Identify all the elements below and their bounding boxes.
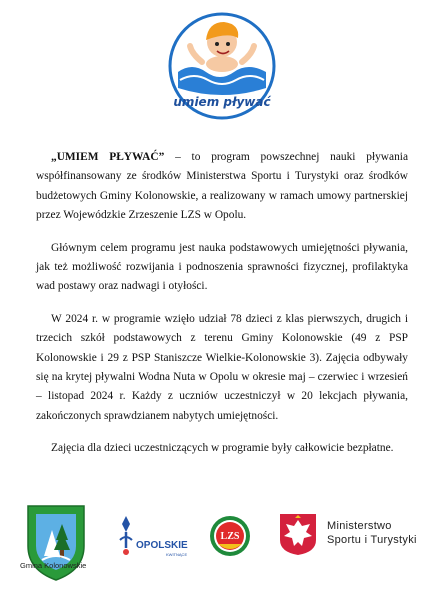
ministry-name <box>327 519 417 547</box>
opolskie-logo <box>110 512 192 558</box>
lzs-text: LZS <box>220 531 240 542</box>
opolskie-sub-text: KWITNĄCE <box>166 552 188 557</box>
ministry-line-1: Ministerstwo <box>327 520 392 532</box>
program-title: „UMIEM PŁYWAĆ” <box>51 151 165 163</box>
paragraph-3: W 2024 r. w programie wzięło udział 78 dzieci z klas pierwszych, drugich i trzecich szkół podstawowych z terenu Gminy Kolonowskie (49 z PSP Kolonowskie i 29 z PSP Staniszcze Wielkie-Kolonowskie 3). Zajęcia odbywały się na krytej pływalni Wodna Nuta w Opolu w okresie maj – czerwiec i wrzesień – listopad 2024 r. Każdy z uczniów uczestniczył w 20 lekcjach pływania, zakończonych sprawdzianem nabytych umiejętności. <box>36 312 408 422</box>
gmina-caption: Gmina Kolonowskie <box>20 561 87 570</box>
document-body <box>36 148 408 472</box>
gmina-kolonowskie-crest-icon <box>22 500 90 584</box>
paragraph-1 <box>36 148 408 226</box>
paragraph-4: Zajęcia dla dzieci uczestniczących w programie były całkowicie bezpłatne. <box>51 442 394 455</box>
paragraph-2: Głównym celem programu jest nauka podstawowych umiejętności pływania, jak też możliwość rozwijania i podnoszenia sprawności fizycznej, profilaktyka wad postawy oraz nadwagi i otyłości. <box>36 241 408 293</box>
polish-eagle-emblem-icon <box>278 512 318 556</box>
logo-text: umiem pływać <box>173 95 271 109</box>
umiem-plywac-logo <box>162 2 282 122</box>
lzs-emblem-icon <box>208 514 252 558</box>
opolskie-text: OPOLSKIE <box>136 540 188 551</box>
ministry-line-2: Sportu i Turystyki <box>327 534 417 546</box>
paragraph-1-text: – to program powszechnej nauki pływania współfinansowany ze środków Ministerstwa Sportu i Turystyki oraz środków budżetowych Gminy Kolonowskie, a realizowany w ramach umowy partnerskiej przez Wojewódzkie Zrzeszenie LZS w Opolu. <box>36 151 408 222</box>
